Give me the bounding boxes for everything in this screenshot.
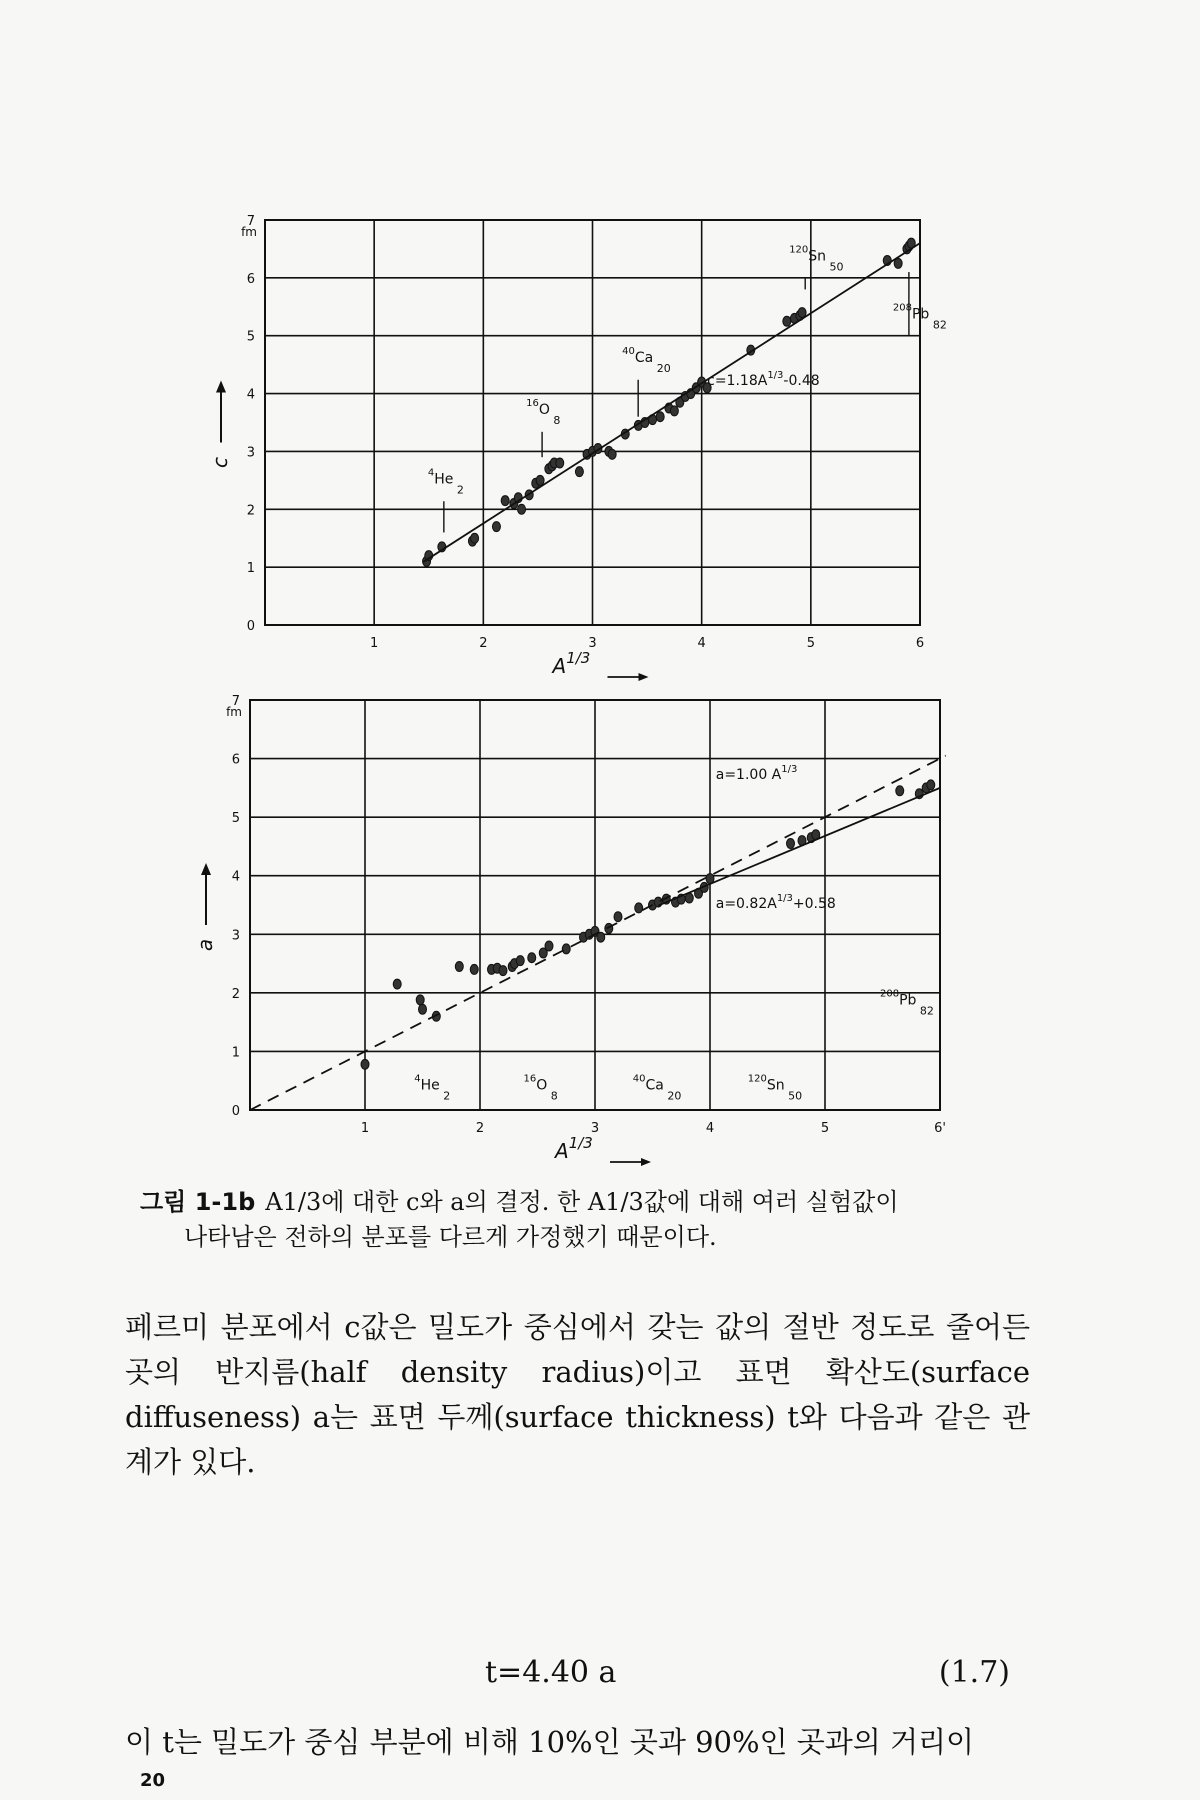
- chart2-x-tick-label: 6': [934, 1121, 946, 1136]
- chart1-data-point: [536, 475, 544, 485]
- chart2-data-point: [499, 966, 507, 976]
- chart2-x-tick-label: 1: [360, 1121, 370, 1136]
- chart1-x-tick-label: 5: [806, 636, 815, 651]
- chart1-y-tick-label: 6: [246, 271, 255, 287]
- chart2-y-tick-label: 1: [231, 1045, 240, 1061]
- page-number: 20: [140, 1770, 166, 1791]
- chart2-data-point: [562, 944, 570, 954]
- chart1-nuclide-label: $^4$He $_2$: [427, 467, 464, 497]
- chart1-data-point: [656, 412, 664, 422]
- chart1-y-tick-label: 7: [246, 214, 255, 229]
- chart1-data-point: [518, 504, 526, 514]
- chart2-data-point: [416, 995, 424, 1005]
- chart2-data-point: [393, 979, 401, 989]
- chart1-x-tick-label: 4: [697, 636, 706, 651]
- chart2-data-point: [927, 780, 935, 790]
- caption-line-1: A1/3에 대한 c와 a의 결정. 한 A1/3값에 대해 여러 실험값이: [265, 1188, 899, 1216]
- chart2-x-tick-label: 2: [475, 1121, 485, 1136]
- chart2-data-point: [787, 839, 795, 849]
- chart1-data-point: [575, 467, 583, 477]
- chart2-nuclide-label: $^{40}$Ca $_{20}$: [632, 1073, 682, 1103]
- chart1-data-point: [556, 458, 564, 468]
- chart1-data-point: [783, 316, 791, 326]
- chart2-y-tick-label: 2: [231, 986, 240, 1002]
- equation-text: t=4.40 a: [485, 1655, 617, 1690]
- chart2-fit-label: a=1.00 $A^{1/3}$: [715, 764, 798, 784]
- chart2-data-point: [614, 912, 622, 922]
- caption-line-2: 나타남은 전하의 분포를 다르게 가정했기 때문이다.: [184, 1222, 717, 1251]
- chart1-x-tick-label: 1: [370, 636, 379, 651]
- chart2-nuclide-label: $^4$He $_2$: [414, 1073, 451, 1103]
- chart2-data-point: [470, 964, 478, 974]
- chart2-y-tick-label: 7: [231, 694, 240, 709]
- equation-number: (1.7): [938, 1655, 1010, 1690]
- chart1-fit-line: [423, 243, 920, 562]
- body-paragraph: 페르미 분포에서 c값은 밀도가 중심에서 갖는 값의 절반 정도로 줄어든 곳의 반지름(half density radius)이고 표면 확산도(surface diffuseness) a는 표면 두께(surface thickness) t와 다음과 같은 관계가 있다.: [125, 1310, 1030, 1479]
- chart2-data-point: [545, 941, 553, 951]
- chart2-fit-label: $a=0.82A^{1/3}+0.58$: [715, 892, 836, 912]
- chart2-data-point: [455, 962, 463, 972]
- chart1-data-point: [471, 533, 479, 543]
- chart2-nuclide-label: $^{208}$Pb $_{82}$: [880, 988, 934, 1018]
- chart1-data-point: [608, 449, 616, 459]
- chart2-y-unit: fm: [226, 705, 242, 719]
- body-paragraph-2: 이 t는 밀도가 중심 부분에 비해 10%인 곳과 90%인 곳과의 거리이: [125, 1725, 975, 1759]
- chart2-y-tick-label: 6: [231, 752, 240, 768]
- chart2-y-tick-label: 3: [231, 928, 240, 944]
- chart1-x-axis-arrowhead: [639, 673, 649, 681]
- chart1-y-tick-label: 1: [246, 561, 255, 577]
- chart2-x-tick-label: 3: [590, 1121, 600, 1136]
- chart2-y-tick-label: 4: [231, 869, 240, 885]
- chart1-data-point: [670, 406, 678, 416]
- chart2-x-axis-arrowhead: [641, 1158, 651, 1166]
- chart1-y-tick-label: 3: [246, 445, 255, 461]
- chart2-data-point: [528, 953, 536, 963]
- chart1-nuclide-label: $^{16}$O $_8$: [526, 397, 561, 427]
- chart2-y-tick-label: 0: [231, 1104, 240, 1119]
- chart2-fit-line: [658, 788, 940, 906]
- chart2-nuclide-label: $^{120}$Sn $_{50}$: [747, 1073, 803, 1103]
- chart2-y-tick-label: 5: [231, 811, 240, 827]
- chart1-y-axis-arrowhead: [216, 381, 226, 393]
- chart2-y-axis-arrowhead: [201, 863, 211, 875]
- figure-caption: [140, 1185, 1040, 1255]
- chart1-y-tick-label: 5: [246, 329, 255, 345]
- caption-label: 그림 1-1b: [140, 1188, 256, 1216]
- chart1-y-tick-label: 4: [246, 387, 255, 403]
- chart2-data-point: [361, 1059, 369, 1069]
- chart1-nuclide-label: $^{208}$Pb $_{82}$: [892, 302, 947, 332]
- chart1-nuclide-label: $^{120}$Sn $_{50}$: [789, 244, 844, 274]
- chart1-y-tick-label: 0: [246, 619, 255, 634]
- equation-1-7: [125, 1655, 1030, 1695]
- chart2-y-axis-label: a: [193, 938, 217, 952]
- chart1-x-axis-label: $A^{1/3}$: [552, 649, 591, 678]
- chart2-data-point: [419, 1004, 427, 1014]
- chart2-x-axis-label: $A^{1/3}$: [555, 1134, 593, 1163]
- chart1-fit-label: $c=1.18A^{1/3}-0.48$: [707, 369, 820, 389]
- chart2-x-tick-label: 4: [705, 1121, 715, 1136]
- chart1-y-axis-label: c: [208, 457, 232, 468]
- chart1-y-unit: fm: [241, 225, 257, 239]
- chart2-reference-line: [250, 756, 946, 1110]
- chart1-data-point: [501, 496, 509, 506]
- chart1-x-tick-label: 6: [915, 636, 925, 651]
- chart2-data-point: [635, 903, 643, 913]
- chart1-y-tick-label: 2: [246, 503, 255, 519]
- chart2-x-tick-label: 5: [820, 1121, 830, 1136]
- chart2-data-point: [896, 786, 904, 796]
- chart2-nuclide-label: $^{16}$O $_8$: [523, 1073, 558, 1103]
- chart2-data-point: [516, 956, 524, 966]
- chart1-x-tick-label: 2: [479, 636, 488, 651]
- chart1-nuclide-label: $^{40}$Ca $_{20}$: [622, 345, 671, 375]
- chart1-data-point: [492, 522, 500, 532]
- chart1-x-tick-label: 3: [588, 636, 597, 651]
